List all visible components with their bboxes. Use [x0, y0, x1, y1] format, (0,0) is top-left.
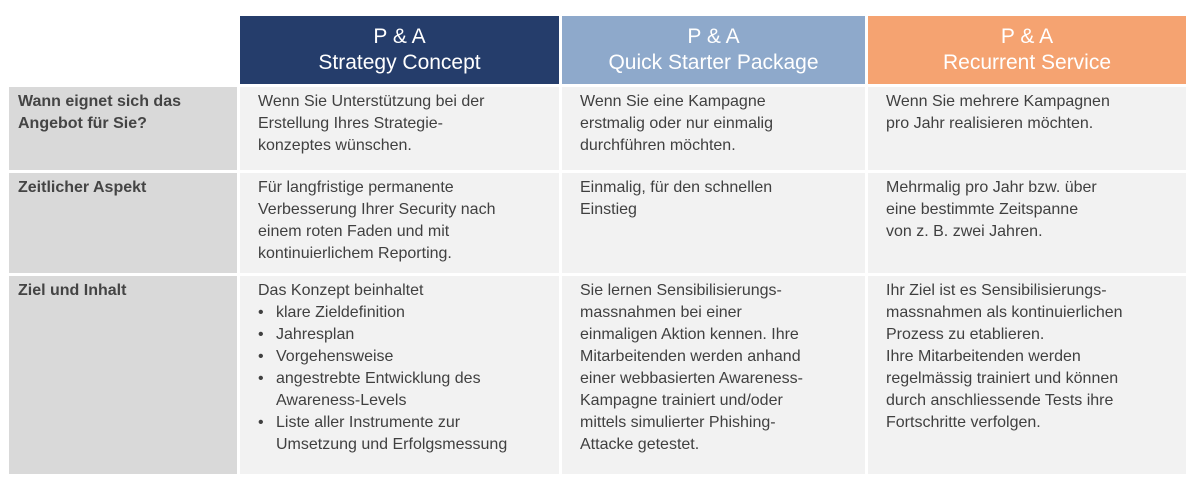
column-header-line2: Recurrent Service	[942, 51, 1112, 74]
cell-text-line: kontinuierlichem Reporting.	[258, 245, 452, 262]
row-header-line: Angebot für Sie?	[18, 115, 147, 132]
column-header-line2: Strategy Concept	[318, 51, 481, 74]
bullet-text: Vorgehensweise	[276, 348, 394, 365]
column-header-line1: P & A	[1000, 25, 1054, 48]
cell-goal-recurrent	[868, 276, 1186, 474]
cell-suitability-quick-starter	[562, 87, 865, 170]
cell-text-line: Einstieg	[580, 201, 637, 218]
column-header-line2: Quick Starter Package	[608, 51, 819, 74]
goal-bullet-list	[258, 302, 559, 456]
cell-text-line: Sie lernen Sensibilisierungs-	[580, 282, 782, 299]
cell-text-line: Wenn Sie mehrere Kampagnen	[886, 93, 1110, 110]
cell-text-line: Fortschritte verfolgen.	[886, 414, 1041, 431]
cell-text-line: pro Jahr realisieren möchten.	[886, 115, 1094, 132]
column-header-strategy-concept	[240, 16, 559, 84]
bullet-glyph: •	[258, 348, 264, 365]
cell-suitability-strategy	[240, 87, 559, 170]
cell-intro-text: Das Konzept beinhaltet	[258, 282, 424, 299]
bullet-glyph: •	[258, 414, 264, 431]
row-header-goal-content	[9, 276, 237, 474]
cell-text-line: erstmalig oder nur einmalig	[580, 115, 773, 132]
bullet-item	[258, 302, 559, 324]
cell-text-line: massnahmen bei einer	[580, 304, 742, 321]
cell-text-line: massnahmen als kontinuierlichen	[886, 304, 1123, 321]
bullet-text: Liste aller Instrumente zur	[276, 414, 461, 431]
bullet-item	[258, 346, 559, 368]
cell-text-line: einem roten Faden und mit	[258, 223, 450, 240]
cell-time-quick-starter	[562, 173, 865, 273]
column-header-quick-starter	[562, 16, 865, 84]
cell-text-line: Ihr Ziel ist es Sensibilisierungs-	[886, 282, 1107, 299]
column-header-line1: P & A	[687, 25, 740, 48]
column-header-line1: P & A	[373, 25, 426, 48]
cell-text-line: einer webbasierten Awareness-	[580, 370, 803, 387]
cell-text-line: durchführen möchten.	[580, 137, 736, 154]
cell-text-line: Mehrmalig pro Jahr bzw. über	[886, 179, 1097, 196]
cell-goal-quick-starter	[562, 276, 865, 474]
row-header-line: Ziel und Inhalt	[18, 282, 127, 299]
cell-text-line: konzeptes wünschen.	[258, 137, 412, 154]
row-header-suitability	[9, 87, 237, 170]
bullet-glyph: •	[258, 370, 264, 387]
cell-suitability-recurrent	[868, 87, 1186, 170]
cell-text-line: Wenn Sie eine Kampagne	[580, 93, 766, 110]
column-header-recurrent-service	[868, 16, 1186, 84]
cell-text-line: Mitarbeitenden werden anhand	[580, 348, 801, 365]
bullet-text: angestrebte Entwicklung des	[276, 370, 481, 387]
cell-text-line: Prozess zu etablieren.	[886, 326, 1045, 343]
cell-time-recurrent	[868, 173, 1186, 273]
bullet-text: Jahresplan	[276, 326, 355, 343]
cell-text-line: Für langfristige permanente	[258, 179, 454, 196]
cell-text-line: Wenn Sie Unterstützung bei der	[258, 93, 485, 110]
cell-text-line: Kampagne trainiert und/oder	[580, 392, 783, 409]
row-header-line: Wann eignet sich das	[18, 93, 181, 110]
cell-text-line: Ihre Mitarbeitenden werden	[886, 348, 1081, 365]
cell-text-line: regelmässig trainiert und können	[886, 370, 1119, 387]
bullet-glyph: •	[258, 304, 264, 321]
bullet-item	[258, 368, 559, 412]
row-header-time-aspect	[9, 173, 237, 273]
cell-text-line: Attacke getestet.	[580, 436, 700, 453]
row-header-line: Zeitlicher Aspekt	[18, 179, 147, 196]
bullet-item	[258, 324, 559, 346]
bullet-text: klare Zieldefinition	[276, 304, 405, 321]
bullet-glyph: •	[258, 326, 264, 343]
cell-goal-strategy	[240, 276, 559, 474]
bullet-item	[258, 412, 559, 456]
cell-text-line: mittels simulierter Phishing-	[580, 414, 776, 431]
cell-text-line: eine bestimmte Zeitspanne	[886, 201, 1079, 218]
bullet-text: Umsetzung und Erfolgsmessung	[276, 436, 508, 453]
cell-text-line: von z. B. zwei Jahren.	[886, 223, 1043, 240]
bullet-text: Awareness-Levels	[276, 392, 407, 409]
cell-text-line: Einmalig, für den schnellen	[580, 179, 773, 196]
cell-text-line: einmaligen Aktion kennen. Ihre	[580, 326, 799, 343]
cell-text-line: durch anschliessende Tests ihre	[886, 392, 1114, 409]
cell-time-strategy	[240, 173, 559, 273]
cell-text-line: Erstellung Ihres Strategie-	[258, 115, 443, 132]
cell-text-line: Verbesserung Ihrer Security nach	[258, 201, 496, 218]
